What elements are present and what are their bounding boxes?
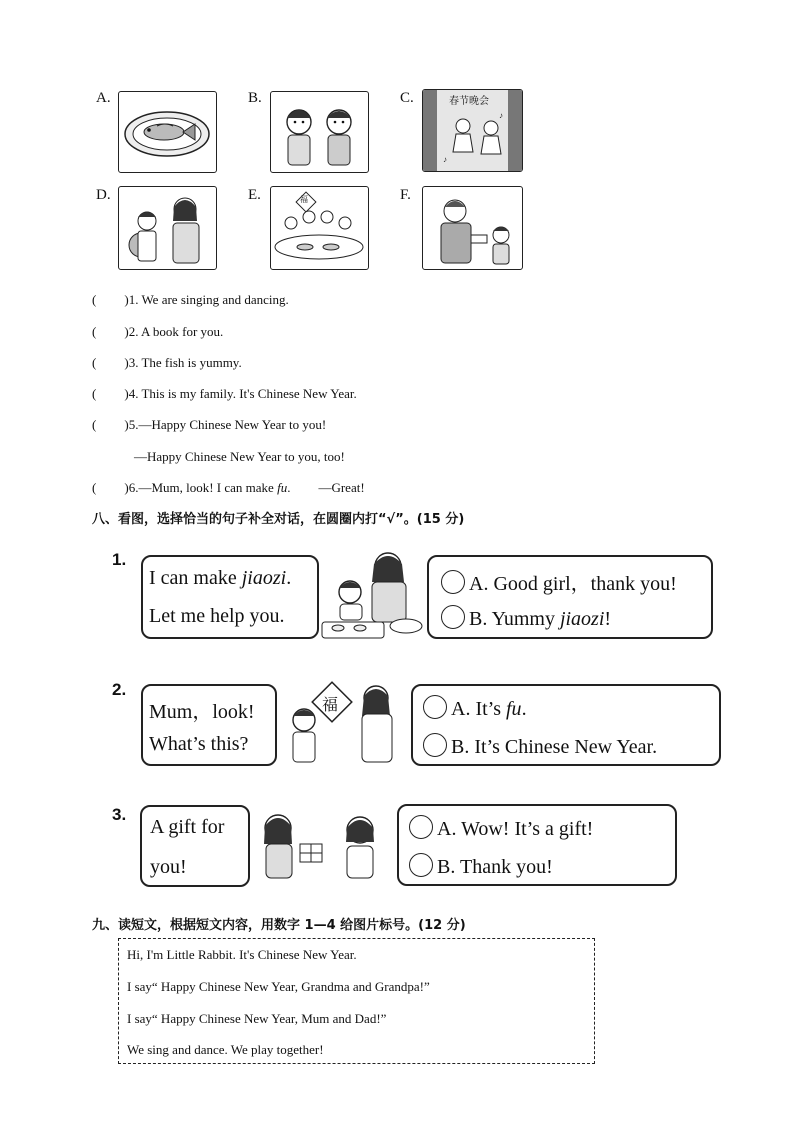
picture-label-f: F.	[400, 187, 411, 203]
option-circle[interactable]	[409, 815, 433, 839]
item-1-option-a[interactable]: A. Good girl，thank you!	[441, 567, 677, 596]
item-1-number: 1.	[112, 550, 127, 569]
picture-label-c: C.	[400, 90, 414, 106]
item-3-speech-bubble	[140, 805, 250, 887]
passage-line-3: I say“ Happy Chinese New Year, Mum and Dad!”	[127, 1011, 387, 1026]
question-6: ( )6.—Mum, look! I can make fu. —Great!	[92, 480, 365, 495]
section-9-title: 九、读短文，根据短文内容，用数字 1—4 给图片标号。(12 分)	[92, 918, 466, 933]
question-4: ( )4. This is my family. It's Chinese New Year.	[92, 386, 357, 401]
question-5: ( )5.—Happy Chinese New Year to you!	[92, 417, 327, 432]
item-3-line-1: A gift for	[150, 816, 225, 838]
item-1-option-b[interactable]: B. Yummy jiaozi!	[441, 605, 611, 631]
section-8-title: 八、看图，选择恰当的句子补全对话，在圆圈内打“√”。(15 分)	[92, 512, 465, 527]
fu-sign-small: 福	[300, 195, 308, 204]
item-3-option-a[interactable]: A. Wow! It’s a gift!	[409, 815, 593, 841]
picture-label-a: A.	[96, 90, 111, 106]
item-2-option-b[interactable]: B. It’s Chinese New Year.	[423, 733, 657, 759]
item-2-options-bubble	[411, 684, 721, 766]
svg-text:♪: ♪	[443, 155, 447, 164]
item-1-speech-bubble	[141, 555, 319, 639]
item-1-illustration	[316, 548, 426, 642]
item-3-options-bubble	[397, 804, 677, 886]
item-2-speech-bubble	[141, 684, 277, 766]
picture-label-e: E.	[248, 187, 261, 203]
item-1-line-1: I can make jiaozi.	[149, 567, 292, 589]
option-circle[interactable]	[409, 853, 433, 877]
grandpa-gift-picture	[422, 186, 523, 270]
item-3-illustration	[252, 806, 390, 884]
item-1-options-bubble	[427, 555, 713, 639]
fu-sign: 福	[322, 695, 339, 714]
passage-line-1: Hi, I'm Little Rabbit. It's Chinese New Year.	[127, 947, 357, 962]
item-3-option-b[interactable]: B. Thank you!	[409, 853, 553, 879]
item-1-line-2: Let me help you.	[149, 605, 285, 627]
gala-banner: 春节晚会	[449, 96, 489, 107]
item-2-illustration	[280, 676, 406, 768]
passage-line-4: We sing and dance. We play together!	[127, 1042, 324, 1057]
item-3-number: 3.	[112, 805, 127, 824]
option-circle[interactable]	[441, 605, 465, 629]
fish-dish-picture	[118, 91, 217, 173]
item-2-option-a[interactable]: A. It’s fu.	[423, 695, 527, 721]
family-dinner-picture	[270, 186, 369, 270]
option-circle[interactable]	[423, 695, 447, 719]
item-2-line-2: What’s this?	[149, 733, 249, 755]
question-2: ( )2. A book for you.	[92, 324, 224, 339]
picture-label-d: D.	[96, 187, 111, 203]
option-circle[interactable]	[441, 570, 465, 594]
question-3: ( )3. The fish is yummy.	[92, 355, 242, 370]
option-circle[interactable]	[423, 733, 447, 757]
item-3-line-2: you!	[150, 856, 187, 878]
question-1: ( )1. We are singing and dancing.	[92, 292, 289, 307]
mother-daughter-picture	[118, 186, 217, 270]
reading-passage-box	[118, 938, 595, 1064]
children-greeting-picture	[270, 91, 369, 173]
item-2-line-1: Mum，look!	[149, 701, 255, 723]
svg-text:♪: ♪	[499, 111, 503, 120]
question-5-reply: —Happy Chinese New Year to you, too!	[134, 449, 345, 464]
picture-label-b: B.	[248, 90, 262, 106]
spring-festival-gala-picture	[422, 89, 523, 172]
passage-line-2: I say“ Happy Chinese New Year, Grandma and Grandpa!”	[127, 979, 430, 994]
item-2-number: 2.	[112, 680, 127, 699]
